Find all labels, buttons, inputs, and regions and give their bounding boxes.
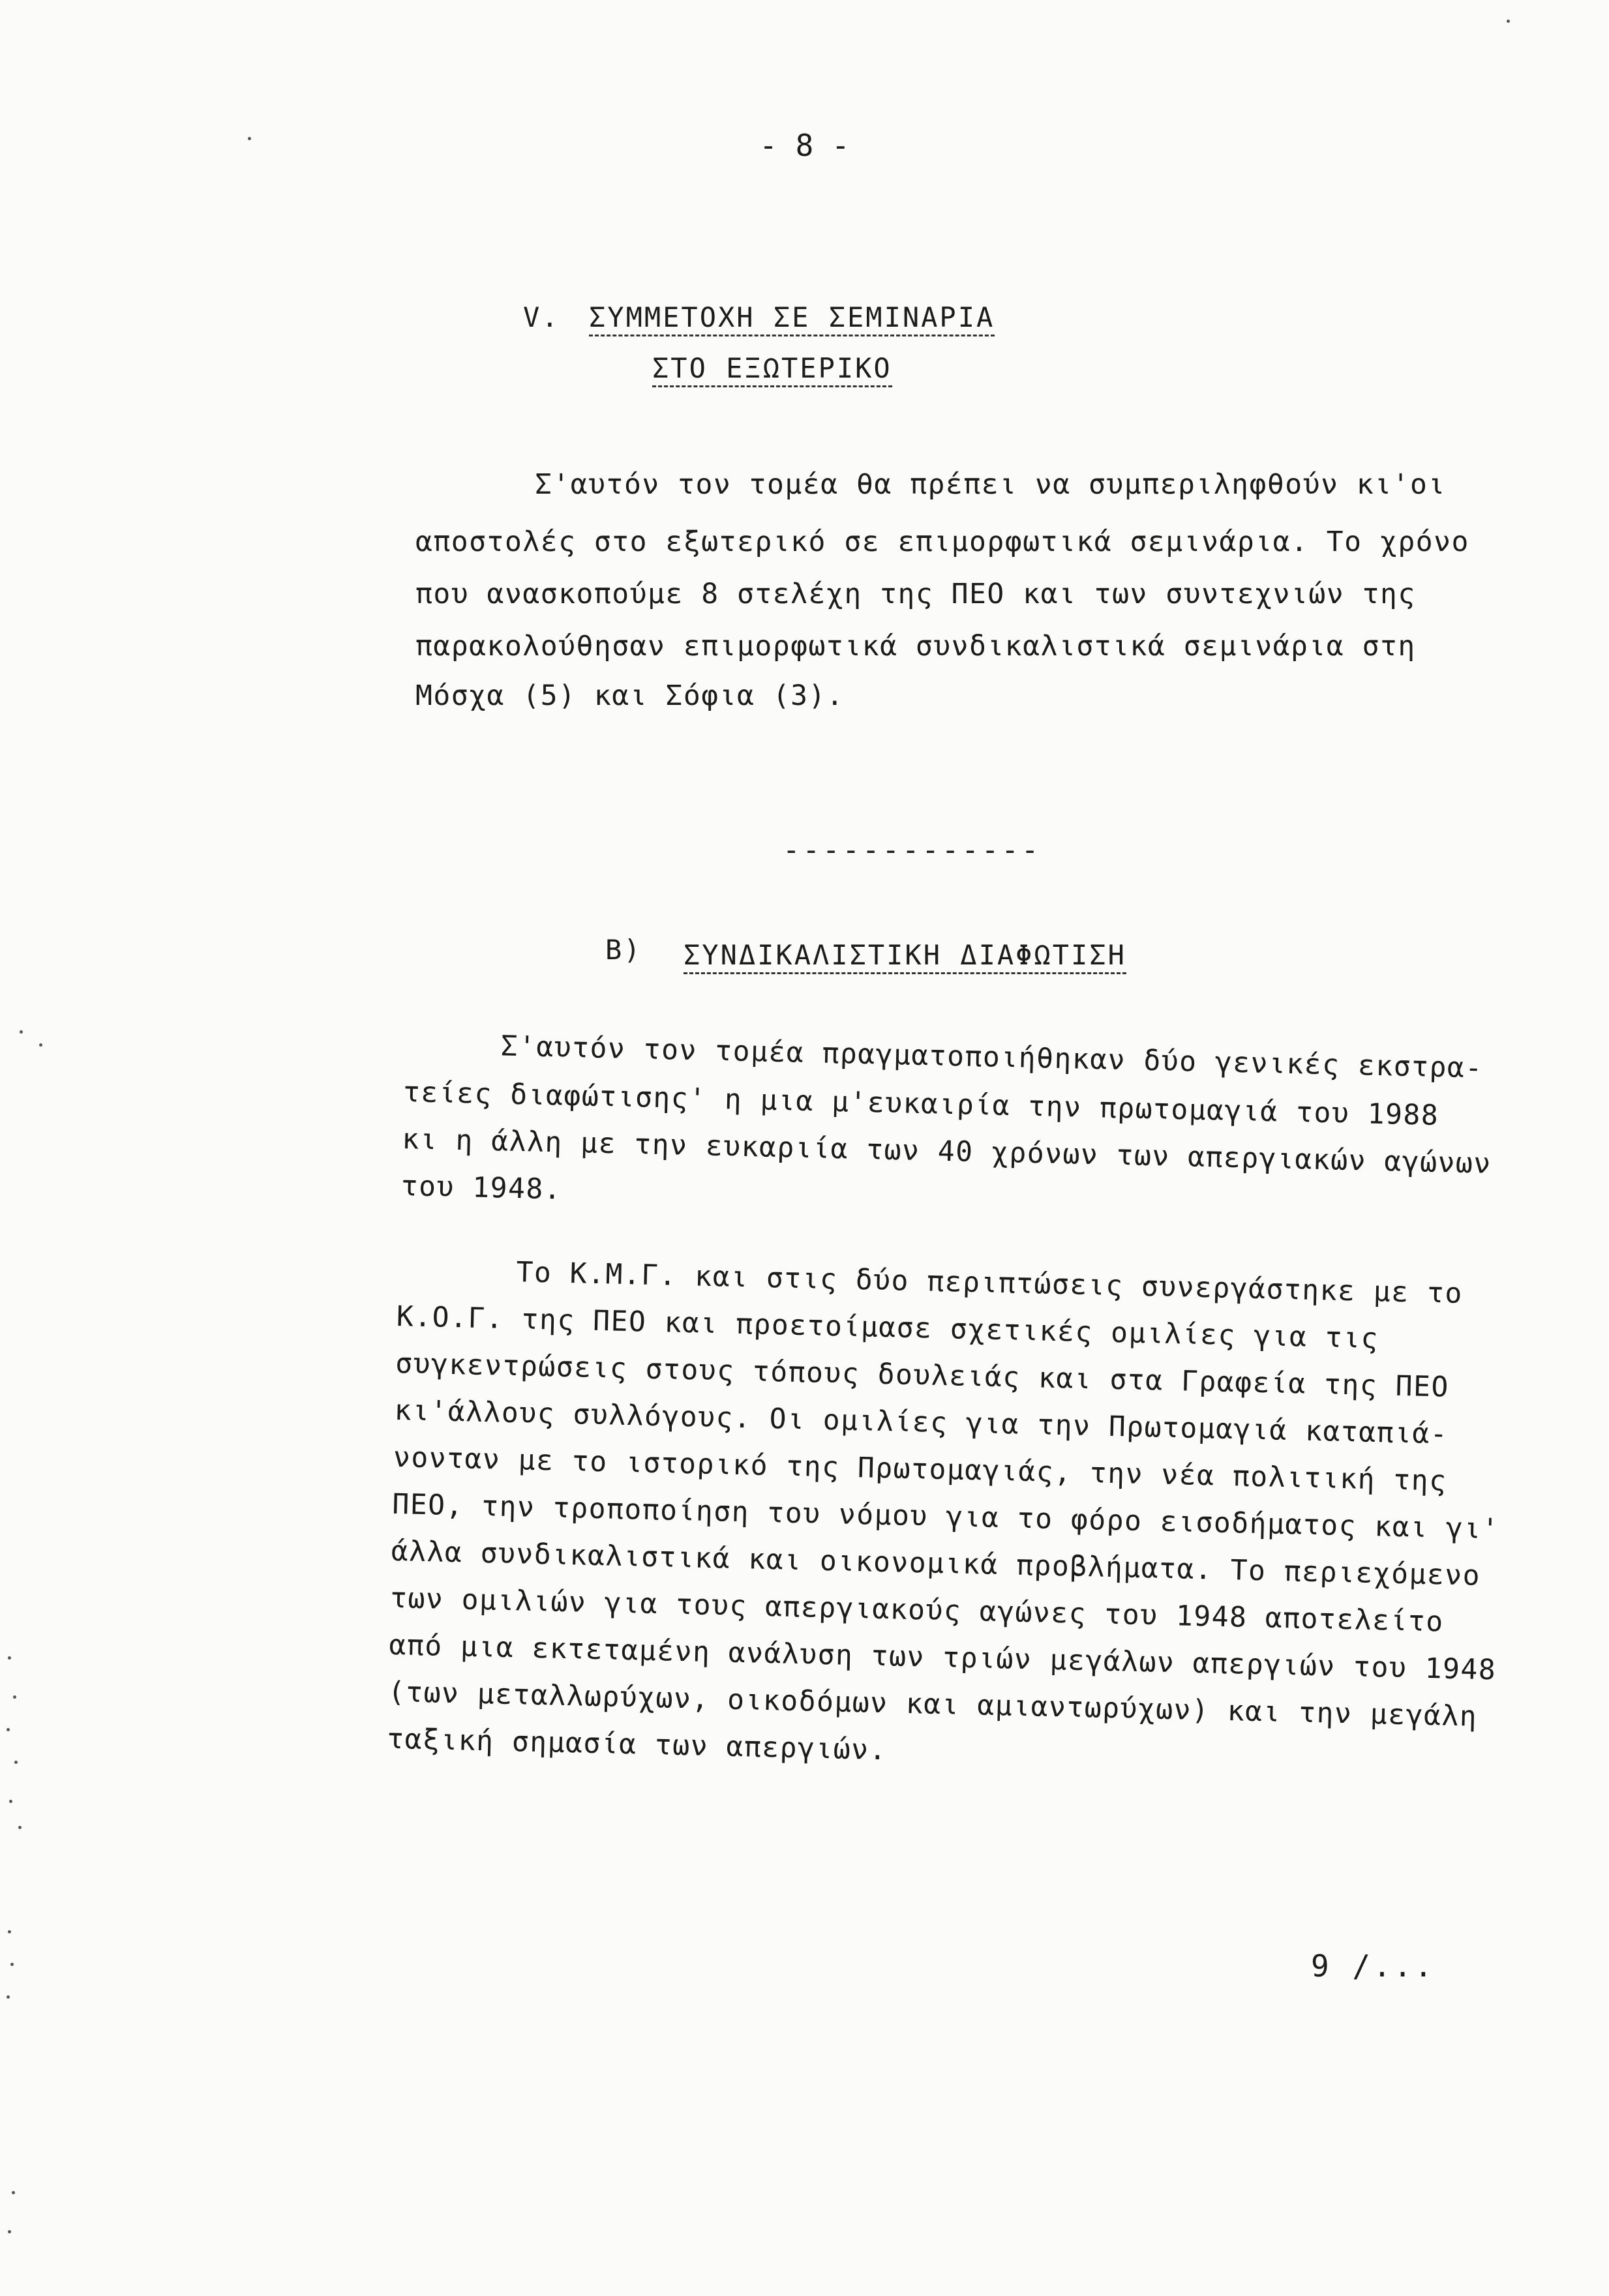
- text-line: παρακολούθησαν επιμορφωτικά συνδικαλιστικά σεμινάρια στη: [415, 630, 1416, 663]
- text-line: ταξική σημασία των απεργιών.: [386, 1722, 888, 1767]
- text-line: του 1948.: [400, 1169, 562, 1206]
- text-line: (των μεταλλωρύχων, οικοδόμων και αμιαντωρύχων) και την μεγάλη: [387, 1675, 1478, 1733]
- text-line: συγκεντρώσεις στους τόπους δουλειάς και στα Γραφεία της ΠΕΟ: [395, 1347, 1450, 1404]
- text-line: κι η άλλη με την ευκαριία των 40 χρόνων των απεργιακών αγώνων: [401, 1122, 1492, 1180]
- text-line: αποστολές στο εξωτερικό σε επιμορφωτικά σεμινάρια. Το χρόνο: [415, 526, 1469, 558]
- text-line: από μια εκτεταμένη ανάλυση των τριών μεγάλων απεργιών του 1948: [388, 1628, 1497, 1687]
- section-b-label: Β): [605, 934, 642, 966]
- page-number: - 8 -: [759, 128, 850, 163]
- text-line: άλλα συνδικαλιστικά και οικονομικά προβλήματα. Το περιεχόμενο: [391, 1534, 1481, 1592]
- text-line: νονταν με το ιστορικό της Πρωτομαγιάς, την νέα πολιτική της: [393, 1440, 1448, 1498]
- section-v-title-line1: ΣΥΜΜΕΤΟΧΗ ΣΕ ΣΕΜΙΝΑΡΙΑ: [589, 301, 995, 336]
- text-line: που ανασκοπούμε 8 στελέχη της ΠΕΟ και των συντεχνιών της: [415, 578, 1416, 610]
- section-v-title-line2: ΣΤΟ ΕΞΩΤΕΡΙΚΟ: [652, 352, 892, 387]
- section-separator: -------------: [783, 833, 1042, 867]
- text-line: τείες διαφώτισης' η μια μ'ευκαιρία την πρωτομαγιά του 1988: [402, 1075, 1439, 1133]
- text-line: ΠΕΟ, την τροποποίηση του νόμου για το φόρο εισοδήματος και γι': [391, 1487, 1500, 1546]
- text-line: των ομιλιών για τους απεργιακούς αγώνες του 1948 αποτελείτο: [389, 1581, 1445, 1639]
- text-line: κι'άλλους συλλόγους. Οι ομιλίες για την Πρωτομαγιά καταπιά-: [394, 1394, 1449, 1451]
- page-continuation: 9 /...: [1311, 1948, 1436, 1984]
- text-line: Κ.Ο.Γ. της ΠΕΟ και προετοίμασε σχετικές ομιλίες για τις: [396, 1300, 1379, 1356]
- text-line: Το Κ.Μ.Γ. και στις δύο περιπτώσεις συνεργάστηκε με το: [516, 1256, 1464, 1311]
- text-line: Μόσχα (5) και Σόφια (3).: [415, 679, 845, 712]
- section-b-title: ΣΥΝΔΙΚΑΛΙΣΤΙΚΗ ΔΙΑΦΩΤΙΣΗ: [684, 939, 1126, 974]
- text-line: Σ'αυτόν τον τομέα θα πρέπει να συμπεριληφθούν κι'οι: [535, 468, 1446, 501]
- section-v-numeral: V.: [523, 301, 560, 333]
- text-line: Σ'αυτόν τον τομέα πραγματοποιήθηκαν δύο γενικές εκστρα-: [500, 1030, 1484, 1085]
